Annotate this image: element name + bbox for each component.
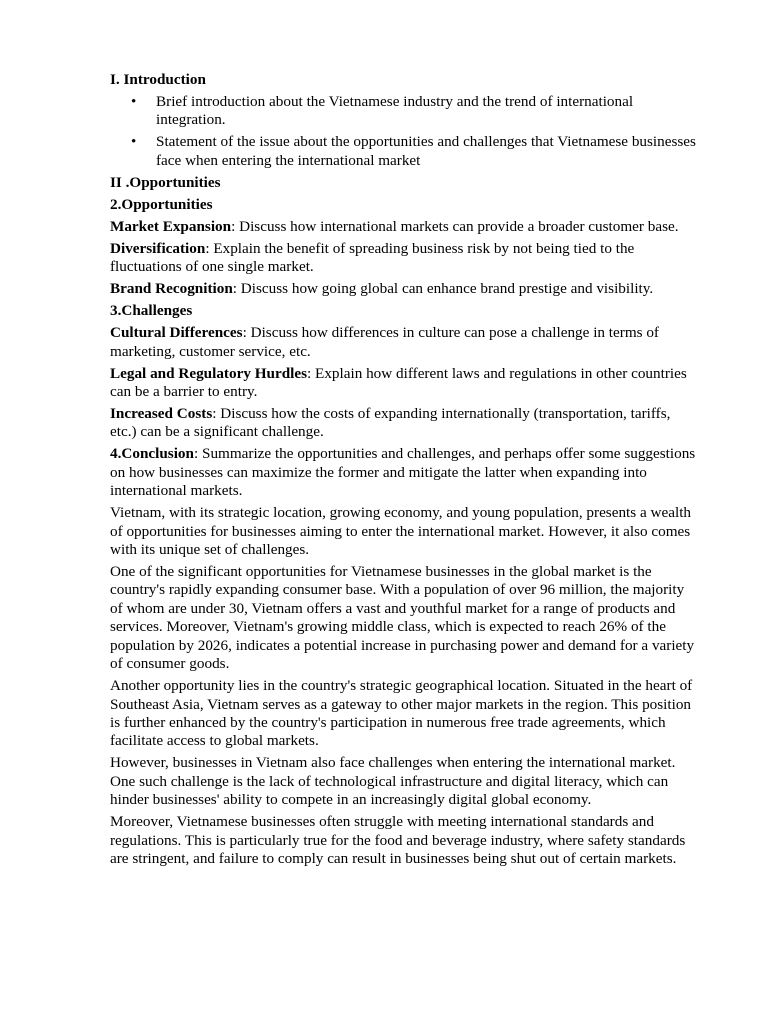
subsection-heading-challenges: 3.Challenges — [110, 302, 193, 320]
opportunity-market-expansion — [110, 218, 700, 236]
challenge-increased-costs — [110, 405, 700, 442]
term-label: Market Expansion — [110, 217, 232, 235]
opportunity-brand-recognition — [110, 280, 700, 298]
intro-heading: I. Introduction — [110, 71, 206, 88]
term-description: : Discuss how differences in culture can pose a challenge in terms of marketing, customer service, etc. — [110, 324, 659, 360]
term-description: : Discuss how the costs of expanding internationally (transportation, tariffs, etc.) can be a significant challenge. — [110, 405, 671, 441]
body-paragraph: One of the significant opportunities for Vietnamese businesses in the global market is the country's rapidly expanding consumer base. With a population of over 96 million, the majority of whom are under 30, Vietnam offers a vast and youthful market for a range of products and services. Moreover, Vietnam's growing middle class, which is expected to reach 26% of the population by 2026, indicates a potential increase in purchasing power and demand for a variety of consumer goods. — [110, 563, 695, 673]
term-description: : Discuss how going global can enhance brand prestige and visibility. — [232, 280, 654, 298]
term-description: : Discuss how international markets can provide a broader customer base. — [231, 217, 679, 235]
challenge-legal-regulatory — [110, 365, 700, 402]
term-label: Brand Recognition — [110, 280, 233, 298]
list-item — [110, 133, 700, 170]
body-paragraph: Another opportunity lies in the country's strategic geographical location. Situated in the heart of Southeast Asia, Vietnam serves as a gateway to other major markets in the region. This position is further enhanced by the country's participation in numerous free trade agreements, which facilitate access to global markets. — [110, 677, 693, 750]
list-item-text: Brief introduction about the Vietnamese industry and the trend of international integration. — [156, 93, 634, 129]
opportunity-diversification — [110, 240, 700, 277]
body-paragraph: Moreover, Vietnamese businesses often struggle with meeting international standards and regulations. This is particularly true for the food and beverage industry, where safety standards are stringent, and failure to comply can result in businesses being shut out of certain markets. — [110, 813, 686, 867]
challenge-cultural-differences — [110, 324, 700, 361]
section-heading-opportunities: II .Opportunities — [110, 173, 221, 191]
term-description: : Explain how different laws and regulations in other countries can be a barrier to entry. — [110, 364, 687, 401]
term-description: : Summarize the opportunities and challenges, and perhaps offer some suggestions on how businesses can maximize the former and mitigate the latter when expanding into international markets. — [110, 445, 696, 500]
term-label: Diversification — [110, 239, 206, 257]
term-label: Legal and Regulatory Hurdles — [110, 364, 308, 382]
term-description: : Explain the benefit of spreading business risk by not being tied to the fluctuations of one single market. — [110, 239, 635, 276]
intro-bullet-list — [110, 93, 700, 170]
term-label: Increased Costs — [110, 405, 213, 423]
subsection-heading-opportunities: 2.Opportunities — [110, 195, 213, 213]
term-label: Cultural Differences — [110, 324, 243, 342]
bullet-icon: • — [131, 93, 137, 110]
term-label: 4.Conclusion — [110, 445, 194, 463]
list-item-text: Statement of the issue about the opportunities and challenges that Vietnamese businesses face when entering the international market — [156, 133, 696, 169]
document-page — [110, 71, 700, 872]
body-paragraph: However, businesses in Vietnam also face challenges when entering the international market. One such challenge is the lack of technological infrastructure and digital literacy, which can hinder businesses' ability to compete in an increasingly digital global economy. — [110, 754, 676, 809]
list-item — [110, 93, 700, 130]
conclusion-paragraph — [110, 445, 700, 500]
body-paragraph: Vietnam, with its strategic location, growing economy, and young population, presents a wealth of opportunities for businesses aiming to enter the international market. However, it also comes with its unique set of challenges. — [110, 504, 692, 559]
bullet-icon: • — [131, 133, 137, 151]
